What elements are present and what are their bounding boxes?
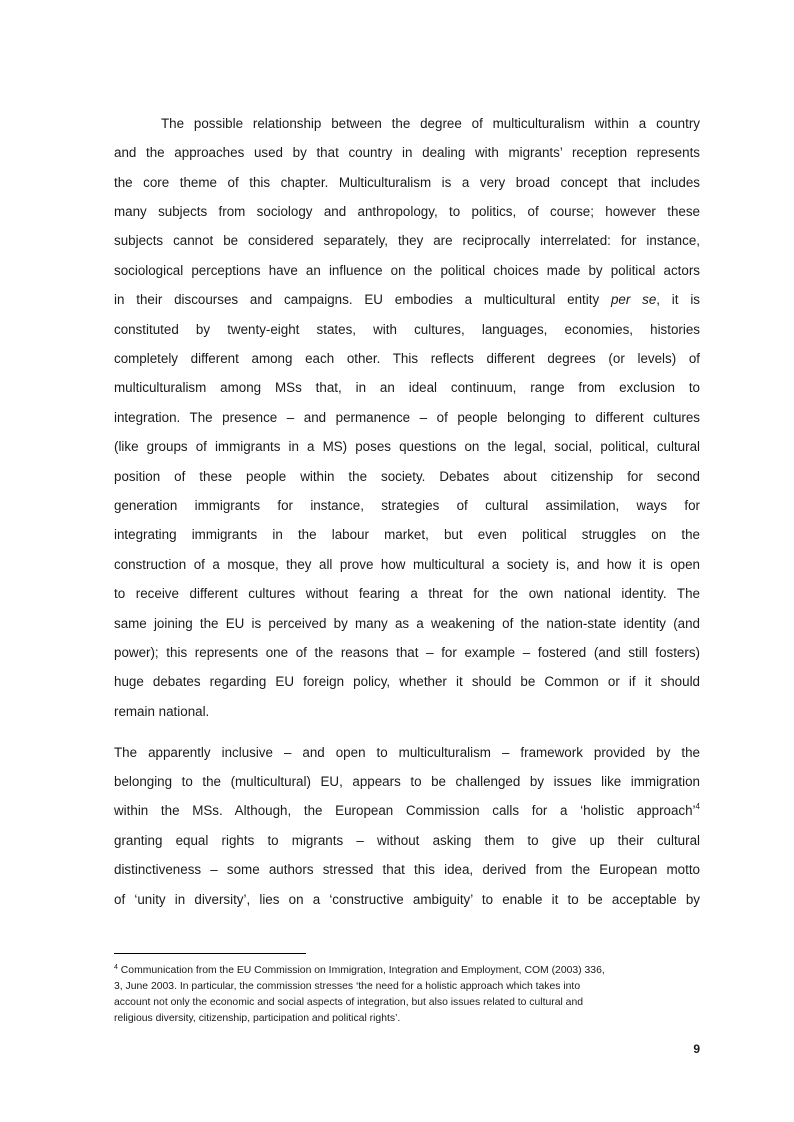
text-line: position of these people within the society. Debates about citizenship for second (114, 469, 700, 484)
text-line: multiculturalism among MSs that, in an ideal continuum, range from exclusion to (114, 380, 700, 395)
italic-term: per se (610, 292, 657, 307)
footnote-line: account not only the economic and social aspects of integration, but also issues related to cultural and (114, 997, 584, 1008)
text-line: power); this represents one of the reasons that – for example – fostered (and still fosters) (114, 645, 700, 660)
text-line: integration. The presence – and permanence – of people belonging to different cultures (114, 410, 700, 425)
text-line: sociological perceptions have an influence on the political choices made by political actors (114, 263, 700, 278)
footnote-reference[interactable]: 4 (695, 802, 700, 811)
text-line: many subjects from sociology and anthropology, to politics, of course; however these (114, 204, 700, 219)
footnote-separator (114, 953, 306, 954)
text-line: and the approaches used by that country in dealing with migrants’ reception represents (114, 145, 700, 160)
text-line: distinctiveness – some authors stressed that this idea, derived from the European motto (114, 862, 700, 877)
text-line: completely different among each other. This reflects different degrees (or levels) of (114, 351, 700, 366)
footnote-marker: 4 (114, 964, 118, 971)
footnote-line: 3, June 2003. In particular, the commission stresses ‘the need for a holistic approach which takes into (114, 981, 581, 992)
text-line: the core theme of this chapter. Multiculturalism is a very broad concept that includes (114, 175, 700, 190)
text-line: to receive different cultures without fearing a threat for the own national identity. The (114, 586, 700, 601)
text-line: constituted by twenty-eight states, with cultures, languages, economies, histories (114, 322, 700, 337)
text-line: generation immigrants for instance, strategies of cultural assimilation, ways for (114, 498, 700, 513)
text-line (114, 285, 700, 314)
text-line: The possible relationship between the degree of multiculturalism within a country (161, 116, 700, 131)
text-line: granting equal rights to migrants – without asking them to give up their cultural (114, 833, 700, 848)
text-fragment: Communication from the EU Commission on Immigration, Integration and Employment, COM (2003) 336, (117, 965, 605, 976)
text-line: huge debates regarding EU foreign policy, whether it should be Common or if it should (114, 674, 700, 689)
text-line: construction of a mosque, they all prove how multicultural a society is, and how it is open (114, 557, 700, 572)
text-line: same joining the EU is perceived by many as a weakening of the nation-state identity (and (114, 616, 700, 631)
text-fragment: in their discourses and campaigns. EU embodies a multicultural entity (114, 292, 600, 307)
text-fragment: within the MSs. Although, the European Commission calls for a ‘holistic approach’ (114, 803, 696, 818)
text-line: (like groups of immigrants in a MS) poses questions on the legal, social, political, cultural (114, 439, 700, 454)
page-number: 9 (693, 1042, 700, 1056)
footnote-line: religious diversity, citizenship, participation and political rights’. (114, 1013, 401, 1024)
text-line: remain national. (114, 704, 210, 719)
text-line: integrating immigrants in the labour market, but even political struggles on the (114, 527, 700, 542)
text-line (114, 796, 700, 825)
text-fragment: , it is (656, 292, 700, 307)
text-line: The apparently inclusive – and open to multiculturalism – framework provided by the (114, 745, 700, 760)
text-line: belonging to the (multicultural) EU, appears to be challenged by issues like immigration (114, 774, 700, 789)
footnote-line (114, 963, 700, 979)
text-line: of ‘unity in diversity’, lies on a ‘constructive ambiguity’ to enable it to be acceptable by (114, 892, 700, 907)
text-line: subjects cannot be considered separately, they are reciprocally interrelated: for instance, (114, 233, 700, 248)
